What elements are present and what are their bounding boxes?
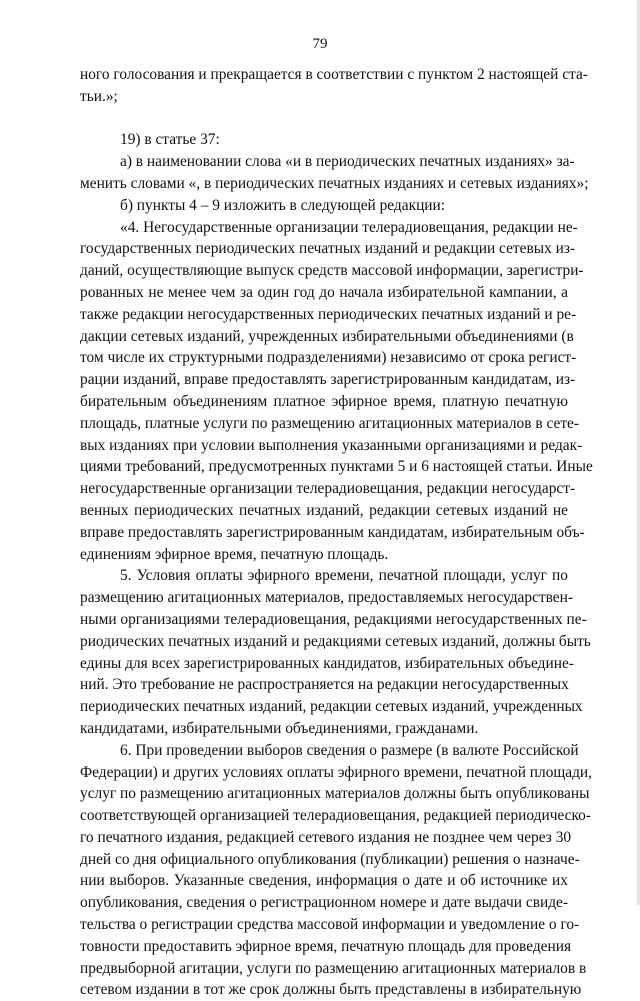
text-line: площадь, платные услуги по размещению агитационных материалов в сете- (80, 414, 580, 432)
paragraph (80, 217, 593, 566)
paragraph (80, 195, 568, 217)
paragraph (80, 64, 588, 108)
text-line: вых изданиях при условии выполнения указанными организациями и редак- (80, 436, 583, 454)
text-line: негосударственные организации телерадиовещания, редакции негосударст- (80, 480, 576, 498)
paragraph-gap (80, 108, 568, 130)
text-line: периодических печатных изданий, редакции сетевых изданий, учрежденных (80, 698, 583, 716)
text-line: бирательным объединениям платное эфирное время, платную печатную (80, 392, 568, 410)
text-line: го печатного издания, редакцией сетевого издания не позднее чем через 30 (80, 828, 572, 846)
text-line: едины для всех зарегистрированных кандидатов, избирательных объедине- (80, 654, 574, 672)
text-line: 19) в статье 37: (120, 131, 220, 149)
text-line: товности предоставить эфирное время, печатную площадь для проведения (80, 937, 572, 955)
text-line: «4. Негосударственные организации телерадиовещания, редакции не- (120, 218, 578, 236)
paragraph (80, 129, 568, 151)
text-line: тьи.»; (80, 87, 118, 105)
page-number: 79 (312, 36, 328, 52)
text-line: а) в наименовании слова «и в периодических печатных изданиях» за- (120, 153, 575, 171)
text-line: ными организациями телерадиовещания, редакциями негосударственных пе- (80, 610, 587, 628)
text-line: сетевом издании в тот же срок должны быть представлены в избирательную (80, 981, 582, 999)
text-line: также редакции негосударственных периодических печатных изданий и ре- (80, 305, 577, 323)
text-line: кандидатами, избирательными объединениями, гражданами. (80, 719, 479, 737)
text-line: размещению агитационных материалов, предоставляемых негосударствен- (80, 589, 574, 607)
text-line: риодических печатных изданий и редакциями сетевых изданий, должны быть (80, 632, 591, 650)
text-line: том числе их структурными подразделениями) независимо от срока регист- (80, 349, 577, 367)
text-line: даний, осуществляющие выпуск средств массовой информации, зарегистри- (80, 262, 584, 280)
text-line: предвыборной агитации, услуги по размещению агитационных материалов в (80, 959, 587, 977)
text-line: единениям эфирное время, печатную площадь. (80, 545, 389, 563)
text-line: соответствующей организацией телерадиовещания, редакцией периодическо- (80, 807, 591, 825)
text-line: вправе предоставлять зарегистрированным кандидатам, избирательным объ- (80, 523, 585, 541)
text-line: Федерации) и других условиях оплаты эфирного времени, печатной площади, (80, 763, 593, 781)
text-line: государственных периодических печатных изданий и редакции сетевых из- (80, 240, 576, 258)
document-text (80, 64, 593, 1001)
text-line: ний. Это требование не распространяется на редакции негосударственных (80, 676, 569, 694)
text-line: менить словами «, в периодических печатных изданиях и сетевых изданиях»; (80, 174, 589, 192)
paragraph (80, 565, 591, 739)
text-line: опубликования, сведения о регистрационном номере и дате выдачи свиде- (80, 894, 568, 912)
text-line: услуг по размещению агитационных материалов должны быть опубликованы (80, 785, 590, 803)
text-line: рованных не менее чем за один год до начала избирательной кампании, а (80, 283, 568, 301)
text-line: ного голосования и прекращается в соответствии с пунктом 2 настоящей ста- (80, 66, 588, 83)
text-line: 6. При проведении выборов сведения о размере (в валюте Российской (120, 741, 579, 759)
text-line: циями требований, предусмотренных пунктами 5 и 6 настоящей статьи. Иные (80, 458, 593, 476)
text-line: тельства о регистрации средства массовой информации и уведомление о го- (80, 916, 580, 934)
text-line: рации изданий, вправе предоставлять зарегистрированным кандидатам, из- (80, 371, 576, 389)
paragraph (80, 151, 589, 195)
text-line: нии выборов. Указанные сведения, информация о дате и об источнике их (80, 872, 568, 890)
text-line: б) пункты 4 – 9 изложить в следующей редакции: (120, 196, 446, 214)
paragraph (80, 740, 593, 1001)
text-line: 5. Условия оплаты эфирного времени, печатной площади, услуг по (120, 567, 568, 585)
text-line: дакции сетевых изданий, учрежденных избирательными объединениями (в (80, 327, 574, 345)
text-line: венных периодических печатных изданий, редакции сетевых изданий не (80, 501, 568, 519)
text-line: дней со дня официального опубликования (публикации) решения о назначе- (80, 850, 580, 868)
